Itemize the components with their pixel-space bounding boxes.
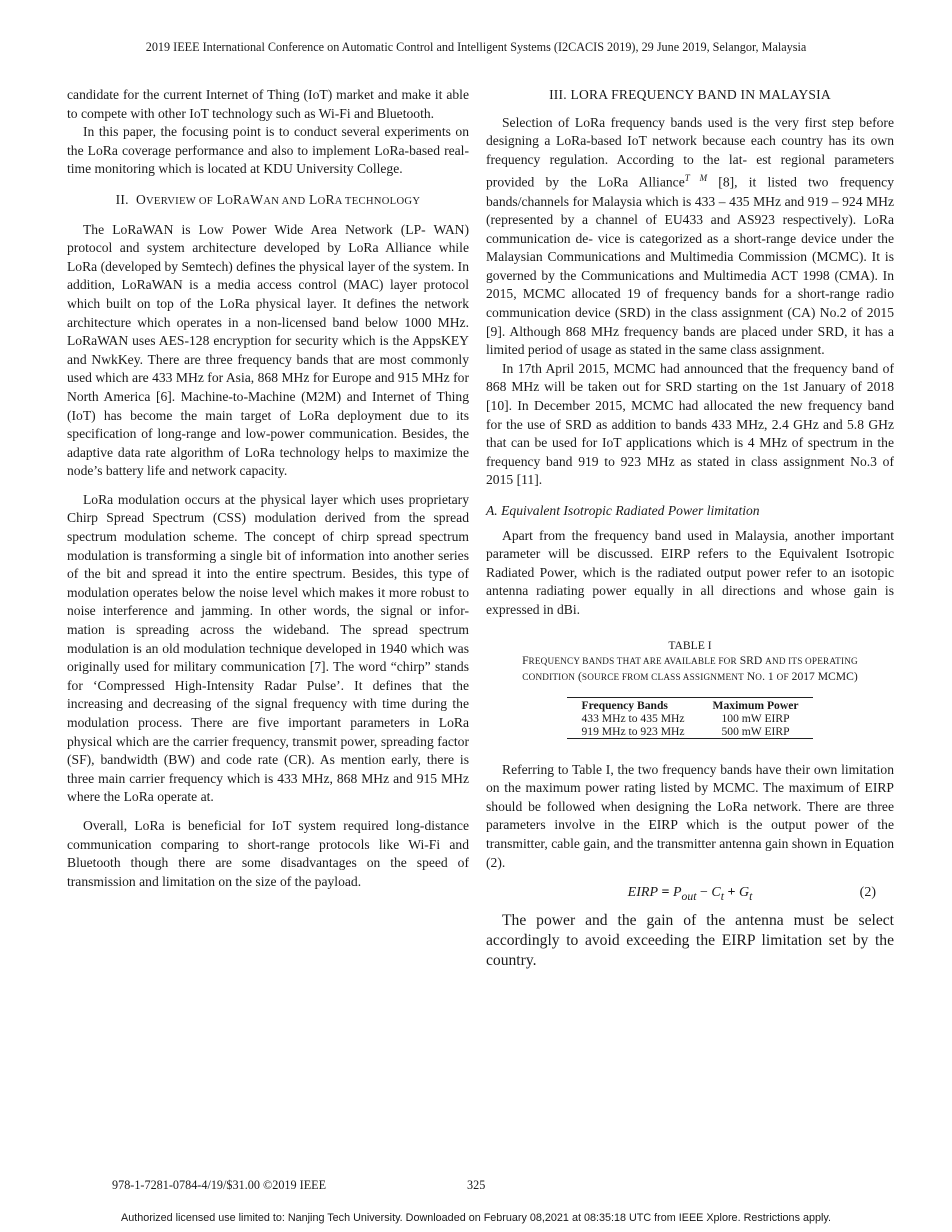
- table-label: TABLE I: [668, 638, 712, 652]
- table-cell: 433 MHz to 435 MHz: [581, 711, 685, 725]
- paragraph-selection: Selection of LoRa frequency bands used is the very first step before designing a LoRa-based IoT network because each country has its own frequency regulation. According to the lat- est regional parameters provided by the LoRa Alliance$^{T M}$ [8], it listed two frequency bands/channels for Malaysia which is 433 – 435 MHz and 919 – 924 MHz (represented by a channel of EU433 and AS923 respectively). LoRa communication de- vice is categorized as a short-range device under the Malaysian Communications and Multimedia Commission (MCMC). It is governed by the Communications and Multimedia ACT 1998 (CMA). In 2015, MCMC allocated 19 of frequency bands for a short-range radio communication device (SRD) in the class assignment (CA) No.2 of 2015 [9]. Although 868 MHz frequency bands are placed under SRD, it has a limited period of usage as stated in the same class assignment.: [486, 114, 894, 358]
- paragraph-focus: In this paper, the focusing point is to conduct several experiments on the LoRa coverage performance and also to implement LoRa-based real-time monitoring which is located at KDU University College.: [67, 124, 469, 177]
- paragraph-power: The power and the gain of the antenna must be select accordingly to avoid exceeding the EIRP limitation set by the country.: [486, 911, 894, 969]
- table-header-cell: Maximum Power: [699, 697, 813, 712]
- right-column: [486, 86, 894, 971]
- table-row: [567, 725, 812, 739]
- left-column: [67, 86, 469, 891]
- equation-2: EIRP = $P_{out} - C_t + G_t$ (2): [627, 885, 876, 903]
- subsection-heading-a: A. Equivalent Isotropic Radiated Power limitation: [486, 503, 760, 518]
- table-cell: 919 MHz to 923 MHz: [567, 725, 698, 739]
- paragraph-intro-continued: candidate for the current Internet of Thing (IoT) market and make it able to compete with other IoT technology such as Wi-Fi and Bluetooth.: [67, 87, 469, 121]
- paragraph-lorawan: The LoRaWAN is Low Power Wide Area Network (LP- WAN) protocol and system architecture developed by LoRa Alliance while LoRa (developed by Semtech) defines the physical layer of the system. In addition, LoRaWAN is a media access control (MAC) layer protocol which built on top of the LoRa physical layer. It defines the network architecture which operates in a non-licensed band below 1000 MHz. LoRaWAN uses AES-128 encryption for security which is the AppsKEY and NwkKey. There are three frequency bands that are most commonly used which are 433 MHz for Asia, 868 MHz for Europe and 915 MHz for North America [6]. Machine-to-Machine (M2M) and Internet of Thing (IoT) has become the main target of LoRa deployment due to its specification of long-range and low-power communication. Besides, the adaptive data rate algorithm of LoRa technology helps to maximize the node’s battery life and network capacity.: [67, 221, 469, 479]
- license-notice: Authorized licensed use limited to: Nanjing Tech University. Downloaded on February 08,2021 at 08:35:18 UTC from IEEE Xplore. Restrictions apply.: [121, 1212, 831, 1224]
- frequency-band-table: [567, 697, 812, 739]
- paragraph-referring: Referring to Table I, the two frequency bands have their own limitation on the maximum power rating listed by MCMC. The maximum of EIRP should be followed when designing the LoRa network. There are three parameters involve in the EIRP which is the output power of the transmitter, cable gain, and the transmitter antenna gain shown in Equation (2).: [486, 761, 894, 870]
- table-cell: 500 mW EIRP: [699, 725, 813, 739]
- equation-number: (2): [859, 885, 876, 901]
- paragraph-eirp: Apart from the frequency band used in Malaysia, another important parameter will be discussed. EIRP refers to the Equivalent Isotropic Radiated Power, which is the radiated output power refer to an isotopic antenna radiating power equally in all directions and whose gain is expressed in dBi.: [486, 527, 894, 617]
- table-cell: 100 mW EIRP: [721, 711, 790, 725]
- paragraph-overall: Overall, LoRa is beneficial for IoT system required long-distance communication comparing to short-range protocols like Wi-Fi and Bluetooth though there are some disadvantages on the speed of transmission and limitation on the size of the payload.: [67, 817, 469, 889]
- paragraph-modulation: LoRa modulation occurs at the physical layer which uses proprietary Chirp Spread Spectrum (CSS) modulation derived from the spread spectrum modulation scheme. The concept of chirp spread spectrum modulation is transforming a single bit of information into another series of the bit and spread it into the entire spectrum. Besides, this type of modulation operates below the noise level which makes it more robust to noise interference and jamming. In other words, the signal or infor- mation is spreading across the wideband. The spread spectrum modulation is an old modulation technique developed in 1940 which was originally used for military communication [7]. The word “chirp” stands for ‘Compressed High-Intensity Radar Pulse’. It defines that the increasing and decreasing of the signal frequency with time during the modulation process. There are five important parameters in LoRa physical which are the carrier frequency, transmit power, spreading factor (SF), bandwidth (BW) and code rate (CR). As mention early, there is three main carrier frequency which is 433 MHz, 868 MHz and 915 MHz where the LoRa operate at.: [67, 491, 469, 805]
- paragraph-april: In 17th April 2015, MCMC had announced that the frequency band of 868 MHz will be taken out for SRD starting on the 1st January of 2018 [10]. In December 2015, MCMC had allocated the new frequency band for the use of SRD as addition to bands 433 MHz, 2.4 GHz and 5.8 GHz that can be used for IoT applications which is 4 MHz of spectrum in the frequency band 919 to 923 MHz as stated in class assignment No.3 of 2015 [11].: [486, 360, 894, 488]
- section-heading-ii: II. OVERVIEW OF LORAWAN AND LORA TECHNOLOGY: [115, 191, 421, 207]
- page-number: 325: [467, 1178, 486, 1192]
- table-caption: TABLE I FREQUENCY BANDS THAT ARE AVAILABLE FOR SRD AND ITS OPERATING CONDITION (SOURCE FROM CLASS ASSIGNMENT NO. 1 OF 2017 MCMC): [486, 638, 894, 685]
- footer-isbn: 978-1-7281-0784-4/19/$31.00 ©2019 IEEE: [112, 1178, 327, 1192]
- table-header-row: [567, 697, 812, 712]
- running-header: 2019 IEEE International Conference on Automatic Control and Intelligent Systems (I2CACIS 2019), 29 June 2019, Selangor, Malaysia: [145, 40, 807, 54]
- table-header-cell: Frequency Bands: [567, 697, 698, 712]
- table-row: [567, 712, 812, 725]
- section-heading-iii: III. LORA FREQUENCY BAND IN MALAYSIA: [549, 87, 831, 102]
